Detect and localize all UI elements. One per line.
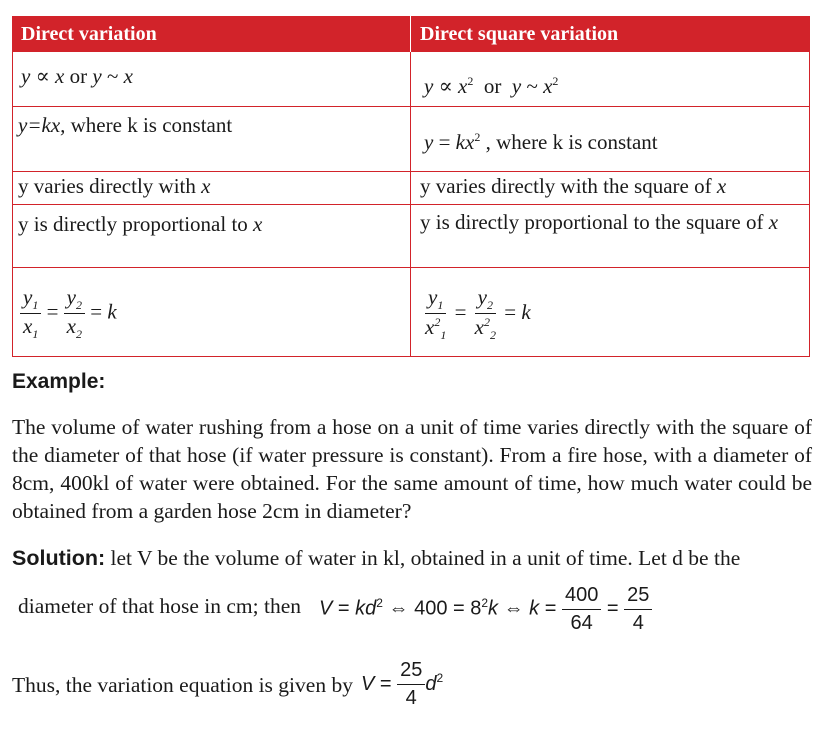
header-direct-variation: Direct variation: [12, 16, 410, 52]
example-heading: Example:: [12, 370, 106, 393]
solution-line-1: [12, 544, 812, 572]
solution-text: let V be the volume of water in kl, obtained in a unit of time. Let d be the: [105, 546, 741, 570]
cell-direct-varies: y varies directly with x: [18, 174, 211, 198]
equation-1: $V = kd^2$ ⇔ $400 = 8^2k$ ⇔ k = $\frac{400}{64}$ = $\frac{25}{4}$: [319, 576, 652, 636]
cell-square-ratio: $\frac{y_1}{x^2_1}$ = $\frac{y_2}{x^2_2}$ = k: [425, 285, 531, 343]
solution-line-2: [18, 576, 818, 636]
variation-table: [12, 16, 810, 357]
cell-direct-notation: y ∝ x or y ~ x: [21, 64, 133, 88]
cell-direct-proportional: y is directly proportional to x: [18, 212, 263, 236]
cell-square-notation: $y \propto x^2$ or y ~ $x^2$: [424, 74, 559, 98]
cell-direct-ratio: $\frac{y_1}{x_1}$ = $\frac{y_2}{x_2}$ = k: [20, 287, 117, 340]
solution-line-3: [12, 660, 812, 709]
cell-square-equation: $y = kx^2$ , where k is constant: [424, 130, 658, 154]
solution-label: Solution:: [12, 546, 106, 570]
cell-square-varies: y varies directly with the square of x: [420, 174, 727, 198]
header-direct-square-variation: Direct square variation: [411, 16, 810, 52]
solution-line-2-text: diameter of that hose in cm; then: [18, 593, 301, 618]
equation-label: Thus, the variation equation is given by: [12, 672, 353, 697]
example-problem: The volume of water rushing from a hose on a unit of time varies directly with the square of the diameter of that hose (if water pressure is constant). From a fire hose, with a diameter of 8cm, 400kl of water were obtained. For the same amount of time, how much water could be obtained from a garden hose 2cm in diameter?: [12, 415, 812, 523]
equation-2: V = $\frac{25}{4}$ $d^2$: [360, 659, 444, 709]
cell-direct-equation: y=kx, where k is constant: [18, 113, 233, 137]
cell-square-proportional: y is directly proportional to the square of x: [420, 210, 779, 234]
